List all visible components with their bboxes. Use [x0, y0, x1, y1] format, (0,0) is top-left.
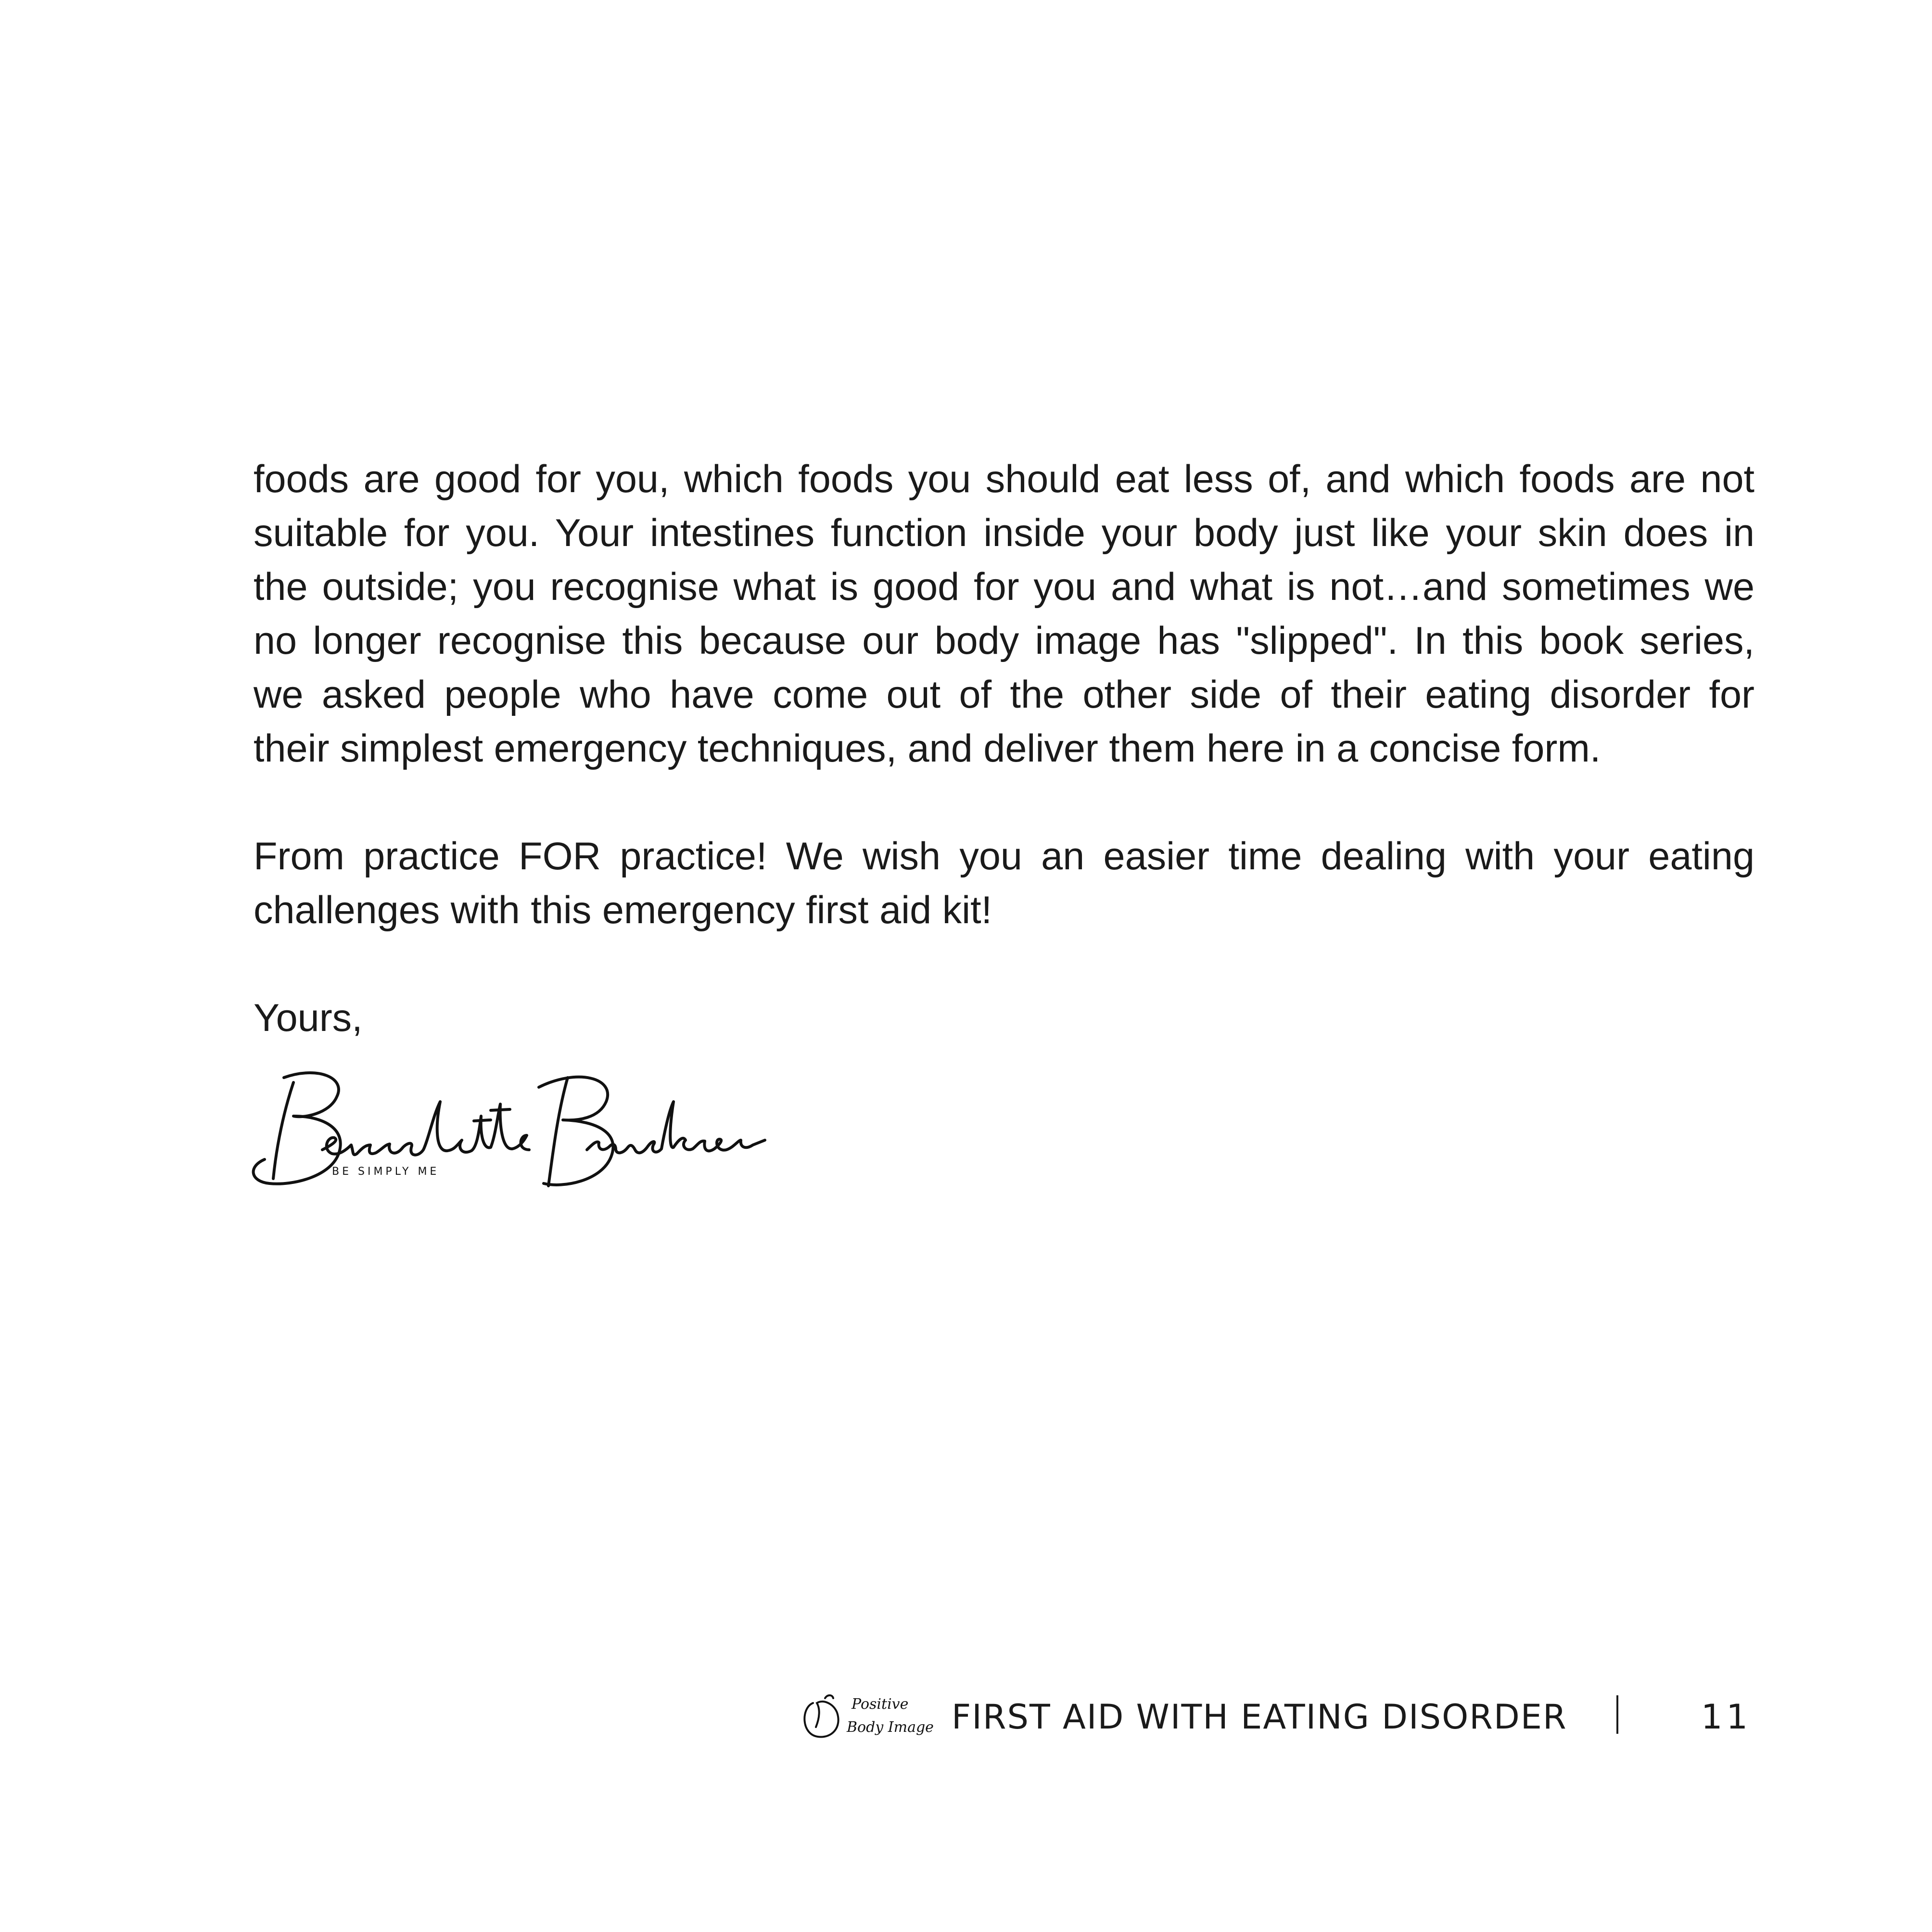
page-number: 11 [1701, 1697, 1752, 1737]
footer-divider [1616, 1695, 1618, 1734]
letter-body [254, 452, 1754, 1045]
logo-image [799, 1684, 957, 1746]
paragraph-line: From practice FOR practice! We wish you an easier time dealing with your eating [254, 835, 1754, 878]
paragraph-line: no longer recognise this because our body image has "slipped". In this book series, [254, 619, 1754, 662]
signature-image [250, 1068, 770, 1193]
paragraph-line: the outside; you recognise what is good for you and what is not…and sometimes we [254, 565, 1754, 609]
paragraph-line: suitable for you. Your intestines function inside your body just like your skin does in [254, 511, 1754, 555]
positive-body-image-logo [799, 1684, 957, 1746]
paragraph-2 [254, 829, 1754, 937]
closing-salutation: Yours, [254, 996, 363, 1040]
logo-text-body-image: Body Image [847, 1719, 934, 1736]
signature-tagline: BE SIMPLY ME [332, 1166, 440, 1178]
footer-book-title: FIRST AID WITH EATING DISORDER [952, 1697, 1567, 1737]
page-footer [799, 1684, 1761, 1746]
signature [250, 1068, 770, 1193]
paragraph-line: we asked people who have come out of the other side of their eating disorder for [254, 673, 1754, 716]
paragraph-line: their simplest emergency techniques, and deliver them here in a concise form. [254, 727, 1601, 770]
paragraph-line: foods are good for you, which foods you should eat less of, and which foods are not [254, 458, 1754, 501]
logo-text-positive: Positive [852, 1696, 909, 1713]
paragraph-line: challenges with this emergency first aid kit! [254, 889, 992, 932]
paragraph-1 [254, 452, 1754, 775]
